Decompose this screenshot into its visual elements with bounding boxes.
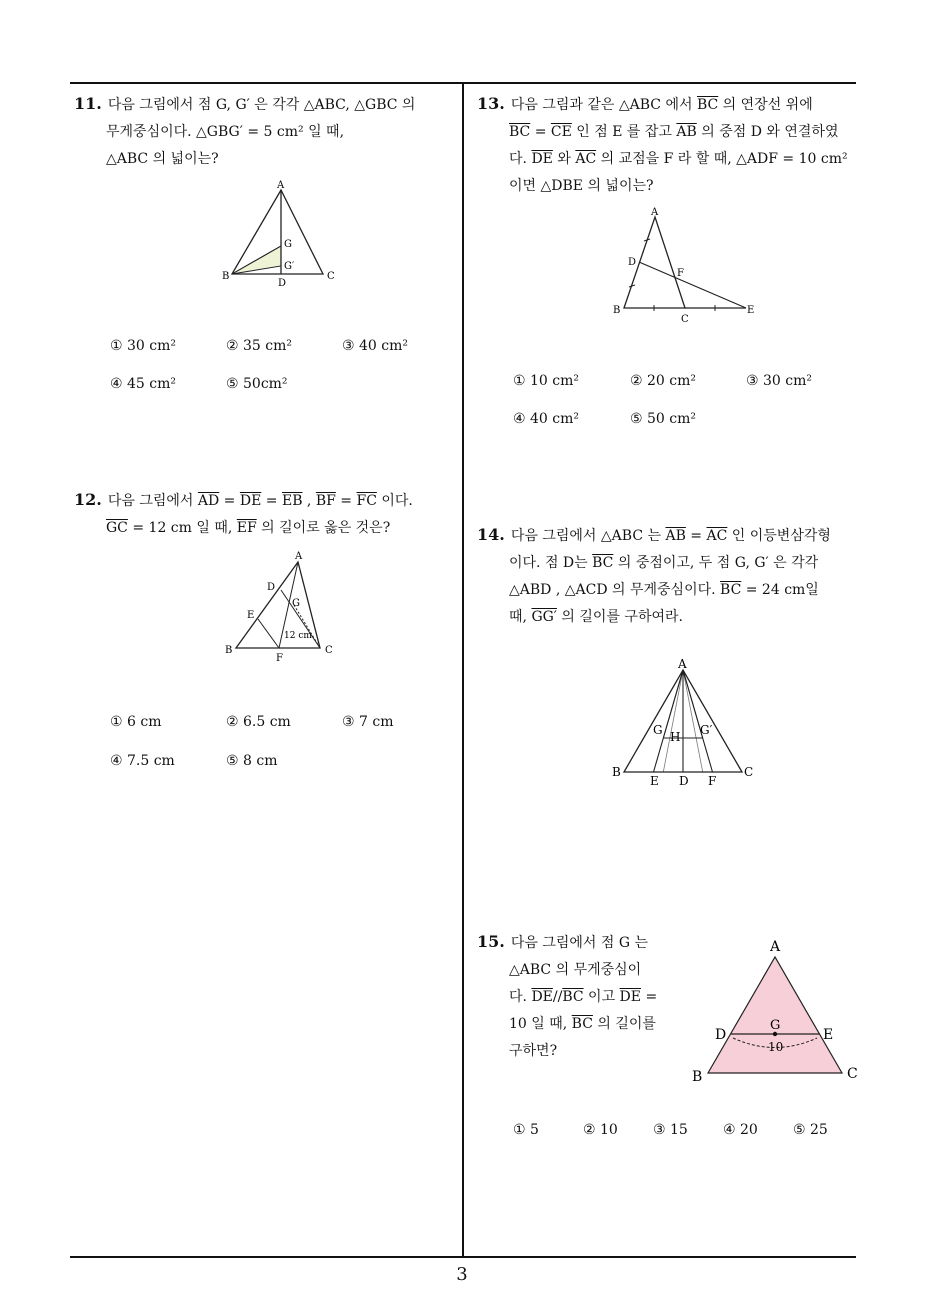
segment-bf: $\overline{BF}$ — [315, 493, 336, 509]
segment-de: $\overline{DE}$ — [531, 151, 553, 167]
question-text: △ABC 의 넓이는? — [106, 151, 219, 167]
label-a: A — [770, 939, 781, 955]
label-e: E — [747, 305, 755, 316]
question-text: 의 중점 D 와 연결하였 — [696, 124, 839, 140]
segment-gg-prime: GG′ — [531, 609, 557, 625]
label-length: 12 cm — [284, 631, 312, 641]
option-1[interactable]: ① 30 cm² — [110, 338, 176, 354]
segment-bc: $\overline{BC}$ — [509, 124, 531, 140]
segment-ac: $\overline{AC}$ — [706, 528, 728, 544]
label-f: F — [708, 774, 717, 788]
question-text: 10 일 때, — [509, 1016, 572, 1032]
option-3[interactable]: ③ 15 — [653, 1122, 688, 1138]
question-text: 이고 — [583, 989, 620, 1005]
question-text: 의 교점을 F 라 할 때, △ADF = 10 cm² — [596, 151, 848, 167]
option-2[interactable]: ② 35 cm² — [226, 338, 292, 354]
question-text: = 12 cm 일 때, — [127, 520, 237, 536]
segment-eb: $\overline{EB}$ — [281, 493, 303, 509]
label-g: G — [292, 598, 300, 609]
option-5[interactable]: ⑤ 8 cm — [226, 753, 278, 769]
column-divider — [462, 82, 464, 1257]
label-b: B — [612, 765, 621, 779]
option-2[interactable]: ② 6.5 cm — [226, 714, 291, 730]
segment-ce: $\overline{CE}$ — [550, 124, 572, 140]
segment-de: $\overline{DE}$ — [239, 493, 262, 509]
question-13 — [477, 90, 848, 200]
equals: = — [219, 493, 240, 509]
label-c: C — [847, 1066, 858, 1082]
question-text: = 24 cm일 — [741, 582, 819, 598]
question-14 — [477, 521, 831, 631]
segment-ab: $\overline{AB}$ — [665, 528, 686, 544]
label-d: D — [679, 774, 689, 788]
question-number: 11. — [74, 94, 102, 113]
question-text: 의 중점이고, 두 점 G, G′ 은 각각 — [613, 555, 819, 571]
label-e: E — [247, 610, 255, 621]
question-text: △ABD , △ACD 의 무게중심이다. — [509, 582, 721, 598]
question-text: 이다. — [376, 493, 413, 509]
option-5[interactable]: ⑤ 25 — [793, 1122, 828, 1138]
option-1[interactable]: ① 5 — [513, 1122, 539, 1138]
question-text: 때, — [509, 609, 532, 625]
question-text: 다. — [509, 989, 532, 1005]
question-text: 다음 그림에서 점 G 는 — [510, 935, 649, 951]
equals: = — [261, 493, 282, 509]
label-b: B — [613, 305, 621, 316]
question-number: 15. — [477, 932, 505, 951]
question-number: 14. — [477, 525, 505, 544]
label-c: C — [744, 765, 754, 779]
label-g-prime: G′ — [284, 261, 295, 272]
question-12 — [74, 486, 413, 542]
option-3[interactable]: ③ 40 cm² — [342, 338, 408, 354]
figure-q13-triangle — [610, 205, 760, 325]
segment-bc: $\overline{BC}$ — [571, 1016, 593, 1032]
option-5[interactable]: ⑤ 50cm² — [226, 376, 288, 392]
label-f: F — [276, 653, 283, 664]
question-text: 다. — [509, 151, 532, 167]
segment-fc: $\overline{FC}$ — [356, 493, 377, 509]
parallel-sign: // — [552, 989, 563, 1005]
label-b: B — [225, 645, 233, 656]
label-g: G — [284, 239, 292, 250]
segment-ef: $\overline{EF}$ — [236, 520, 257, 536]
label-b: B — [692, 1069, 703, 1085]
equals: = — [335, 493, 357, 509]
question-text: 의 길이를 — [592, 1016, 656, 1032]
segment-ab: $\overline{AB}$ — [676, 124, 697, 140]
option-2[interactable]: ② 20 cm² — [630, 373, 696, 389]
option-3[interactable]: ③ 30 cm² — [746, 373, 812, 389]
label-f: F — [677, 268, 684, 279]
segment-bc: $\overline{BC}$ — [562, 989, 584, 1005]
label-h: H — [670, 730, 681, 744]
question-text: 인 이등변삼각형 — [727, 528, 831, 544]
question-text: 와 — [552, 151, 576, 167]
label-g-prime: G′ — [700, 723, 713, 737]
question-text: 다음 그림에서 점 G, G′ 은 각각 △ABC, △GBC 의 — [107, 97, 416, 113]
label-d: D — [715, 1027, 727, 1043]
label-c: C — [327, 271, 335, 282]
equals: = — [641, 989, 658, 1005]
question-text: 구하면? — [509, 1043, 558, 1059]
segment-ad: $\overline{AD}$ — [197, 493, 220, 509]
option-1[interactable]: ① 6 cm — [110, 714, 162, 730]
question-number: 12. — [74, 490, 102, 509]
option-5[interactable]: ⑤ 50 cm² — [630, 411, 696, 427]
label-e: E — [650, 774, 659, 788]
segment-bc: $\overline{BC}$ — [592, 555, 614, 571]
label-d: D — [628, 257, 637, 268]
question-text: 다음 그림에서 — [107, 493, 198, 509]
segment-gc: $\overline{GC}$ — [106, 520, 128, 536]
option-4[interactable]: ④ 20 — [723, 1122, 758, 1138]
question-text: 이면 △DBE 의 넓이는? — [509, 178, 654, 194]
option-4[interactable]: ④ 40 cm² — [513, 411, 579, 427]
option-1[interactable]: ① 10 cm² — [513, 373, 579, 389]
figure-q11-triangle — [220, 180, 340, 290]
option-2[interactable]: ② 10 — [583, 1122, 618, 1138]
segment-bc: $\overline{BC}$ — [696, 97, 719, 113]
question-text: 의 연장선 위에 — [718, 97, 813, 113]
label-a: A — [295, 551, 303, 562]
question-text: △ABC 의 무게중심이 — [509, 962, 642, 978]
question-text: 무게중심이다. △GBG′ = 5 cm² 일 때, — [106, 124, 345, 140]
question-text: 이다. 점 D는 — [509, 555, 593, 571]
segment-ac: $\overline{AC}$ — [575, 151, 597, 167]
figure-q15-triangle — [690, 935, 865, 1090]
page-number: 3 — [456, 1264, 468, 1285]
label-c: C — [325, 645, 333, 656]
question-text: 다음 그림에서 △ABC 는 — [510, 528, 666, 544]
label-a: A — [678, 657, 687, 671]
question-text: 의 길이로 옳은 것은? — [256, 520, 391, 536]
segment-bc: $\overline{BC}$ — [720, 582, 742, 598]
label-a: A — [277, 180, 285, 191]
label-b: B — [222, 271, 230, 282]
segment-de: $\overline{DE}$ — [619, 989, 641, 1005]
label-d: D — [267, 582, 276, 593]
question-11 — [74, 90, 415, 173]
option-4[interactable]: ④ 7.5 cm — [110, 753, 175, 769]
figure-q12-triangle — [222, 550, 342, 665]
label-length: 10 — [768, 1040, 784, 1054]
bottom-rule — [70, 1256, 856, 1258]
option-4[interactable]: ④ 45 cm² — [110, 376, 176, 392]
label-g: G — [770, 1018, 781, 1033]
comma: , — [302, 493, 316, 509]
option-3[interactable]: ③ 7 cm — [342, 714, 394, 730]
question-text: 의 길이를 구하여라. — [556, 609, 683, 625]
label-a: A — [651, 207, 659, 218]
question-text: 다음 그림과 같은 △ABC 에서 — [510, 97, 697, 113]
label-e: E — [823, 1027, 834, 1043]
equals: = — [530, 124, 551, 140]
question-15 — [477, 928, 657, 1065]
label-g: G — [653, 723, 663, 737]
label-d: D — [278, 278, 287, 289]
label-c: C — [681, 314, 689, 325]
question-text: 인 점 E 를 잡고 — [571, 124, 677, 140]
question-number: 13. — [477, 94, 505, 113]
figure-q14-isosceles-triangle — [610, 655, 760, 820]
equals: = — [685, 528, 707, 544]
segment-de: $\overline{DE}$ — [531, 989, 553, 1005]
